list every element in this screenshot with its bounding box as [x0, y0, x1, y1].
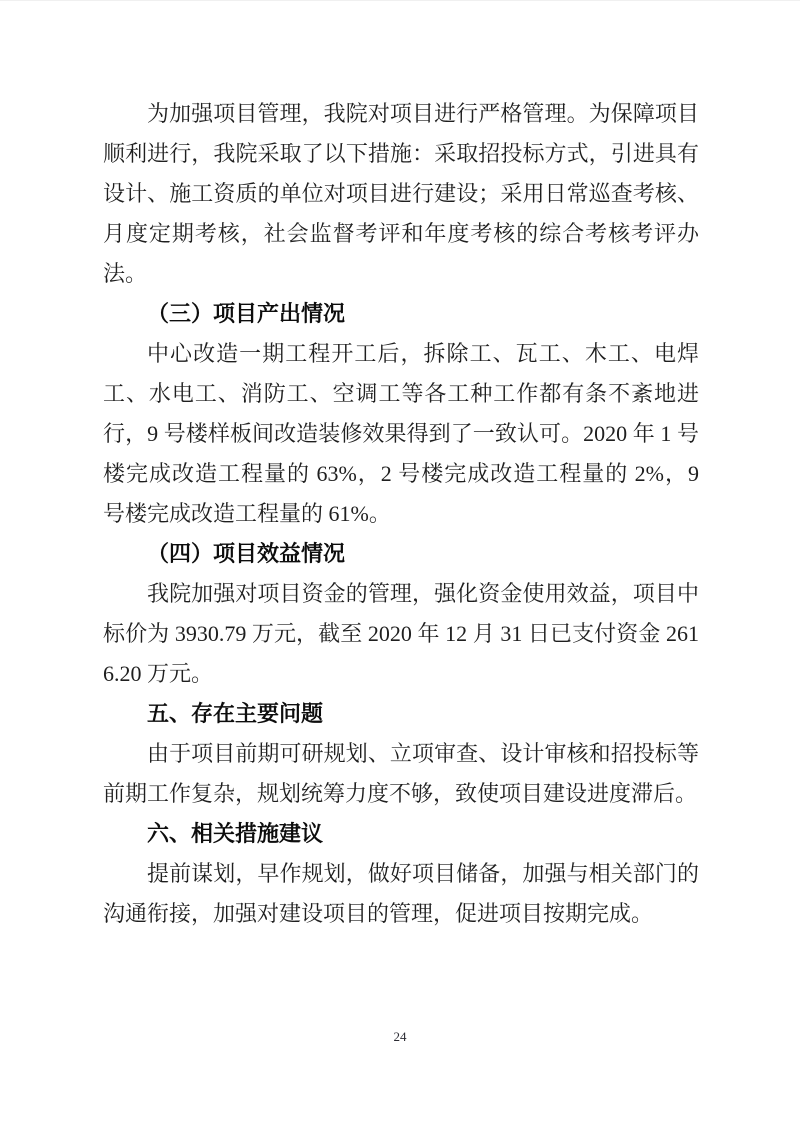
paragraph-main-problems: 由于项目前期可研规划、立项审查、设计审核和招投标等前期工作复杂，规划统筹力度不够，致使项目建设进度滞后。 — [103, 741, 699, 806]
paragraph-measure-suggestions: 提前谋划，早作规划，做好项目储备，加强与相关部门的沟通衔接，加强对建设项目的管理，促进项目按期完成。 — [103, 861, 699, 926]
paragraph-project-benefit: 我院加强对项目资金的管理，强化资金使用效益，项目中标价为 3930.79 万元，截至 2020 年 12 月 31 日已支付资金 2616.20 万元。 — [103, 581, 699, 686]
heading-project-output: （三）项目产出情况 — [147, 301, 346, 326]
heading-main-problems: 五、存在主要问题 — [147, 701, 324, 726]
heading-measure-suggestions: 六、相关措施建议 — [147, 821, 324, 846]
paragraph-project-output: 中心改造一期工程开工后，拆除工、瓦工、木工、电焊工、水电工、消防工、空调工等各工种工作都有条不紊地进行，9 号楼样板间改造装修效果得到了一致认可。2020 年 1 号楼完成改造工程量的 63%，2 号楼完成改造工程量的 2%，9 号楼完成改造工程量的 61%。 — [103, 341, 699, 526]
page-number: 24 — [393, 1029, 407, 1044]
document-body — [103, 94, 699, 934]
paragraph-project-management: 为加强项目管理，我院对项目进行严格管理。为保障项目顺利进行，我院采取了以下措施：采取招投标方式，引进具有设计、施工资质的单位对项目进行建设；采用日常巡查考核、月度定期考核，社会监督考评和年度考核的综合考核考评办法。 — [103, 101, 699, 286]
heading-project-benefit: （四）项目效益情况 — [147, 541, 346, 566]
